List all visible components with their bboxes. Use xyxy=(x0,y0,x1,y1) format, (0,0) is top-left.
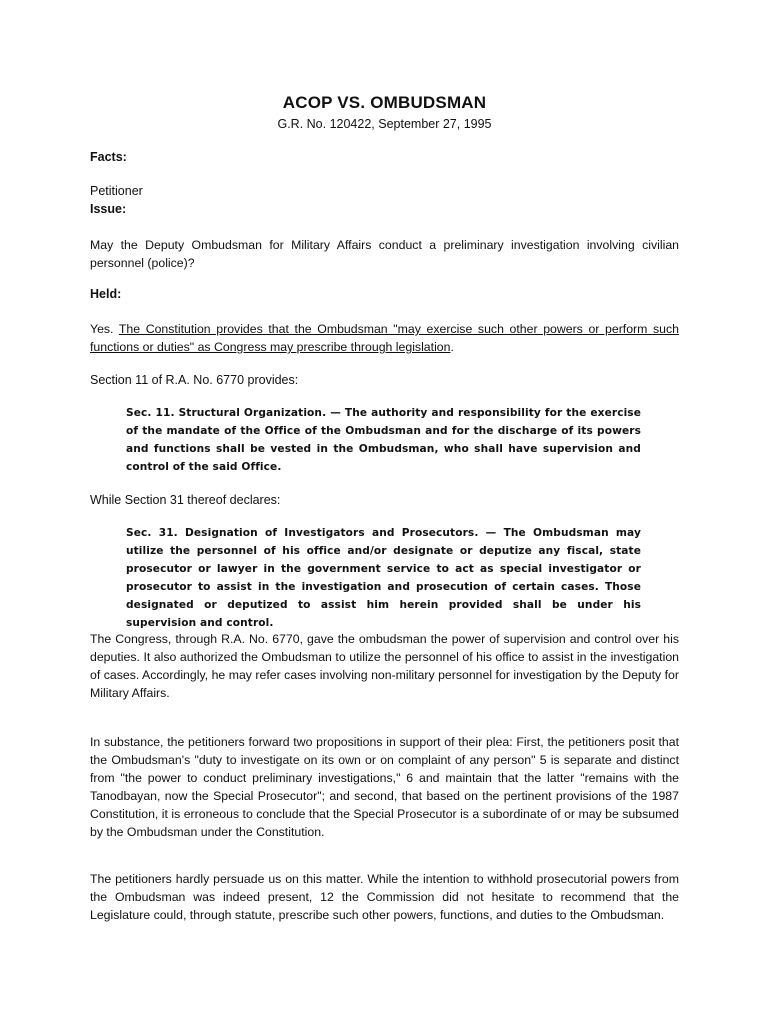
held-heading: Held: xyxy=(90,287,122,301)
held-yes: Yes. xyxy=(90,322,119,336)
section-31-intro: While Section 31 thereof declares: xyxy=(90,493,281,507)
paragraph-hardly-persuade: The petitioners hardly persuade us on this matter. While the intention to withhold prosecutorial powers from the Ombudsman was indeed present, 12 the Commission did not hesitate to recommend that the Legislature could, through statute, prescribe such other powers, functions, and duties to the Ombudsman. xyxy=(90,872,679,922)
section-11-quote: Sec. 11. Structural Organization. — The authority and responsibility for the exercise of the mandate of the Office of the Ombudsman and for the discharge of its powers and functions shall be vested in the Ombudsman, who shall have supervision and control of the said Office. xyxy=(126,407,641,473)
case-citation: G.R. No. 120422, September 27, 1995 xyxy=(277,117,492,131)
paragraph-substance: In substance, the petitioners forward two propositions in support of their plea: First, the petitioners posit that the Ombudsman's "duty to investigate on its own or on complaint of any person" 5 is separate and distinct from "the power to conduct preliminary investigations," 6 and maintain that the latter "remains with the Tanodbayan, now the Special Prosecutor"; and second, that based on the pertinent provisions of the 1987 Constitution, it is erroneous to conclude that the Special Prosecutor is a subordinate of or may be subsumed by the Ombudsman under the Constitution. xyxy=(90,735,679,839)
held-underlined-text: The Constitution provides that the Ombudsman "may exercise such other powers or perform such functions or duties" as Congress may prescribe through legislation xyxy=(90,322,680,354)
section-11-intro: Section 11 of R.A. No. 6770 provides: xyxy=(90,373,299,387)
facts-text: Petitioner xyxy=(90,184,143,198)
facts-heading: Facts: xyxy=(90,150,127,164)
held-end: . xyxy=(450,340,454,354)
section-31-quote: Sec. 31. Designation of Investigators and Prosecutors. — The Ombudsman may utilize the personnel of his office and/or designate or deputize any fiscal, state prosecutor or lawyer in the government service to act as special investigator or prosecutor to assist in the investigation and prosecution of certain cases. Those designated or deputized to assist him herein provided shall be under his supervision and control. xyxy=(126,527,641,629)
document-title: ACOP VS. OMBUDSMAN xyxy=(282,93,487,112)
issue-text: May the Deputy Ombudsman for Military Affairs conduct a preliminary investigation involving civilian personnel (police)? xyxy=(90,238,679,270)
issue-heading: Issue: xyxy=(90,202,127,216)
held-text xyxy=(90,320,679,356)
paragraph-congress: The Congress, through R.A. No. 6770, gave the ombudsman the power of supervision and control over his deputies. It also authorized the Ombudsman to utilize the personnel of his office to assist in the investigation of cases. Accordingly, he may refer cases involving non-military personnel for investigation by the Deputy for Military Affairs. xyxy=(90,632,679,700)
